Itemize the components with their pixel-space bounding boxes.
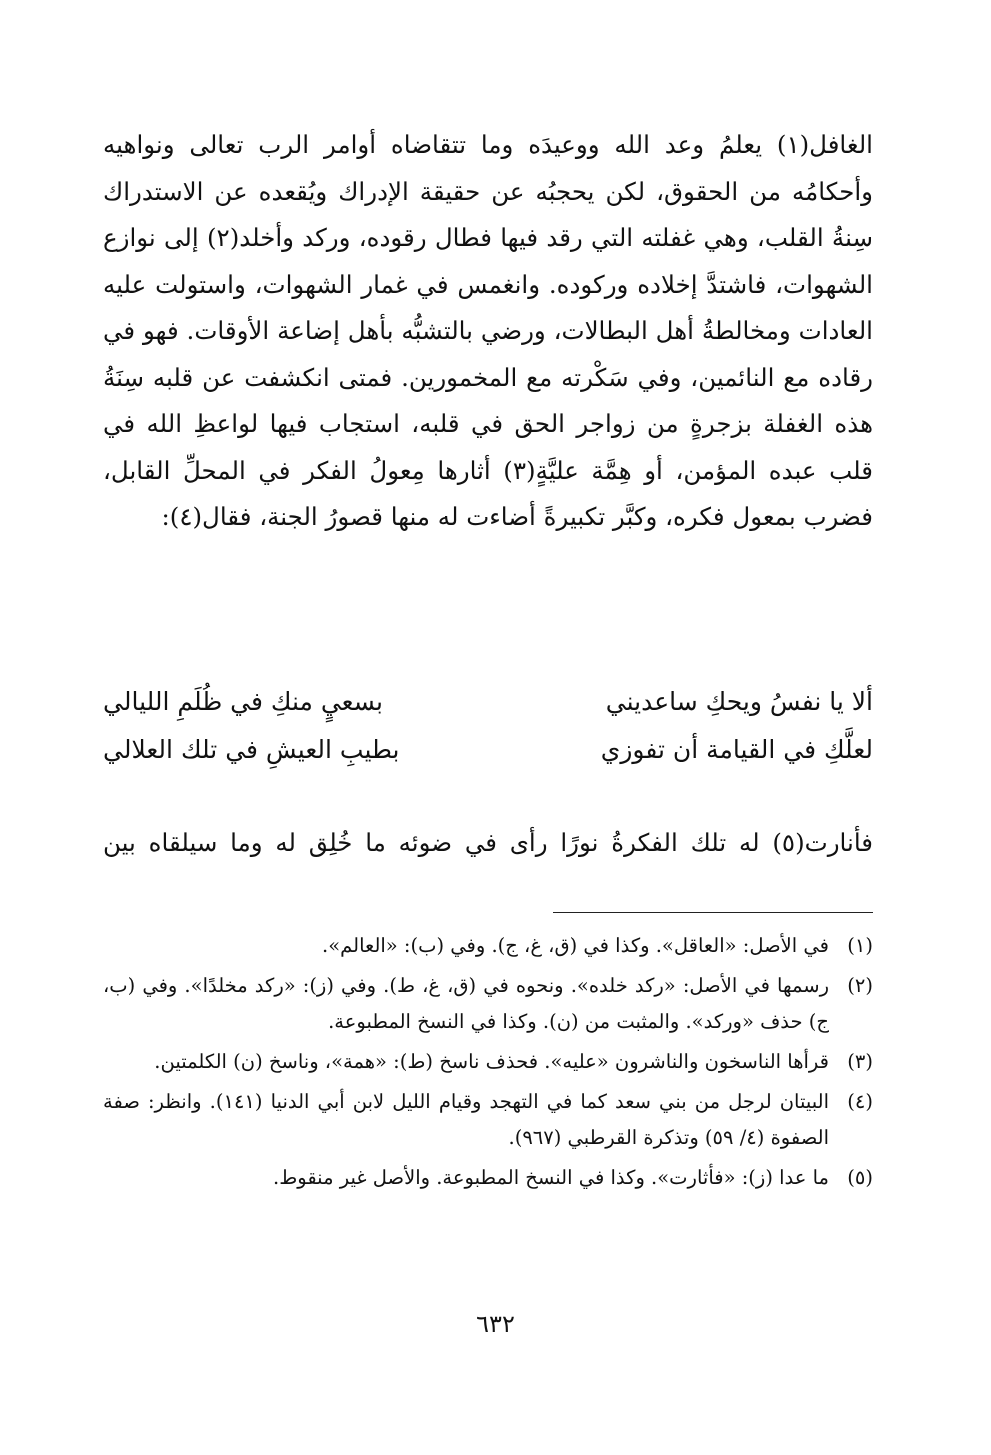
verse-second-hemistich: بطيبِ العيشِ في تلك العلالي — [103, 735, 400, 764]
footnote-number: (٥) — [847, 1166, 873, 1189]
footnote — [103, 928, 873, 964]
footnote — [103, 1044, 873, 1080]
footnote — [103, 1084, 873, 1156]
footnote-text: رسمها في الأصل: «ركد خلده». ونحوه في (ق، غ، ط). وفي (ز): «ركد مخلدًا». وفي (ب، ج) حذف «وركد». والمثبت من (ن). وكذا في النسخ المطبوعة. — [103, 974, 829, 1033]
footnote-text: قرأها الناسخون والناشرون «عليه». فحذف ناسخ (ط): «همة»، وناسخ (ن) الكلمتين. — [154, 1050, 829, 1073]
footnote-text: في الأصل: «العاقل». وكذا في (ق، غ، ج). وفي (ب): «العالم». — [322, 934, 829, 957]
page-number: ٦٣٢ — [476, 1310, 515, 1338]
footnote — [103, 968, 873, 1040]
footnote-text: البيتان لرجل من بني سعد كما في التهجد وقيام الليل لابن أبي الدنيا (١٤١). وانظر: صفة الصفوة (٤/ ٥٩) وتذكرة القرطبي (٩٦٧). — [103, 1090, 830, 1149]
footnote-number: (١) — [847, 934, 873, 957]
main-paragraph: الغافل(١) يعلمُ وعد الله ووعيدَه وما تتقاضاه أوامر الرب تعالى ونواهيه وأحكامُه من الحقوق، لكن يحجبُه عن حقيقة الإدراك ويُقعده عن الاستدراك سِنةُ القلب، وهي غفلته التي رقد فيها فطال رقوده، وركد وأخلد(٢) إلى نوازع الشهوات، فاشتدَّ إخلاده وركوده. وانغمس في غمار الشهوات، واستولت عليه العادات ومخالطةُ أهل البطالات، ورضي بالتشبُّه بأهل إضاعة الأوقات. فهو في رقاده مع النائمين، وفي سَكْرته مع المخمورين. فمتى انكشفت عن قلبه سِنَةُ هذه الغفلة بزجرةٍ من زواجر الحق في قلبه، استجاب فيها لواعظِ الله في قلب عبده المؤمن، أو هِمَّة عليَّةٍ(٣) أثارها مِعولُ الفكر في المحلِّ القابل، فضرب بمعول فكره، وكبَّر تكبيرةً أضاءت له منها قصورُ الجنة، فقال(٤): — [103, 130, 873, 531]
footnote-number: (٤) — [847, 1090, 873, 1113]
poem — [103, 678, 873, 774]
poem-verse — [103, 678, 873, 726]
footnote — [103, 1160, 873, 1196]
footnote-separator — [553, 912, 873, 913]
verse-second-hemistich: بسعيٍ منكِ في ظُلَمِ الليالي — [103, 687, 384, 716]
footnote-number: (٣) — [847, 1050, 873, 1073]
verse-first-hemistich: لعلَّكِ في القيامة أن تفوزي — [600, 735, 873, 764]
main-text — [103, 122, 873, 541]
footnotes — [103, 928, 873, 1200]
footnote-text: ما عدا (ز): «فأثارت». وكذا في النسخ المطبوعة. والأصل غير منقوط. — [273, 1166, 829, 1189]
poem-verse — [103, 726, 873, 774]
footnote-number: (٢) — [847, 974, 873, 997]
continuation-paragraph: فأنارت(٥) له تلك الفكرةُ نورًا رأى في ضوئه ما خُلِق له وما سيلقاه بين — [103, 828, 873, 857]
verse-first-hemistich: ألا يا نفسُ ويحكِ ساعديني — [605, 687, 873, 716]
